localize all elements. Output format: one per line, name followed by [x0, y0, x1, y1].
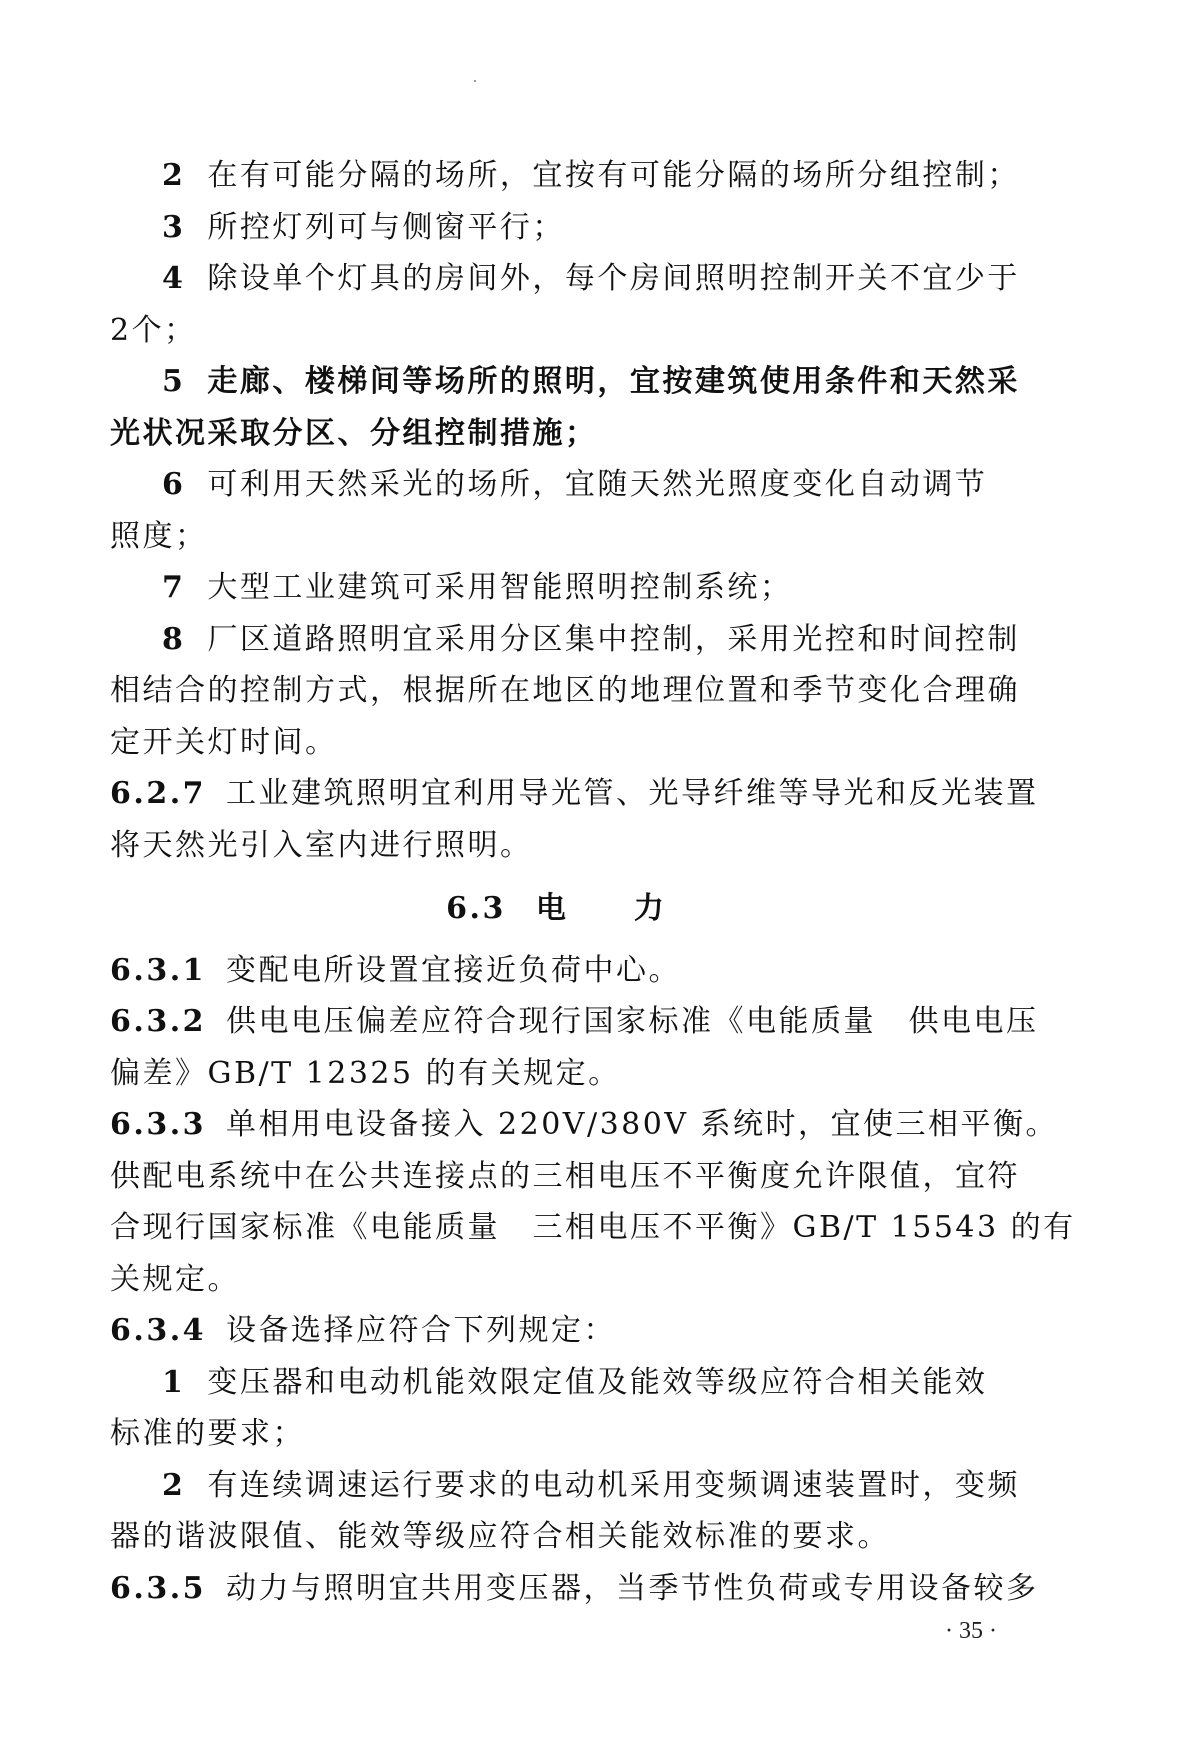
clause-text: 偏差》GB/T 12325 的有关规定。	[110, 1055, 621, 1091]
clause-text: 单相用电设备接入 220V/380V 系统时，宜使三相平衡。	[226, 1107, 1059, 1142]
section-heading	[110, 883, 1068, 935]
clause-text: 合现行国家标准《电能质量 三相电压不平衡》GB/T 15543 的有	[110, 1210, 1076, 1245]
clause-6-3-5	[110, 1563, 1068, 1615]
list-item	[110, 562, 1068, 614]
item-text: 相结合的控制方式，根据所在地区的地理位置和季节变化合理确	[110, 673, 1020, 708]
list-item	[110, 356, 1068, 459]
text-column	[110, 150, 1076, 1614]
item-number: 4	[162, 261, 186, 296]
item-text: 可利用天然采光的场所，宜随天然光照度变化自动调节	[207, 467, 988, 502]
item-number: 6	[162, 467, 186, 502]
item-text: 有连续调速运行要求的电动机采用变频调速装置时，变频	[207, 1467, 1020, 1503]
clause-6-2-7	[110, 768, 1068, 871]
item-text: 标准的要求；	[110, 1416, 305, 1451]
item-text: 器的谐波限值、能效等级应符合相关能效标准的要求。	[110, 1519, 890, 1554]
clause-text: 供配电系统中在公共连接点的三相电压不平衡度允许限值，宜符	[110, 1158, 1020, 1194]
clause-number: 6.3.4	[110, 1313, 207, 1348]
item-text: 照度；	[110, 518, 208, 554]
clause-text: 变配电所设置宜接近负荷中心。	[226, 952, 682, 988]
item-text: 变压器和电动机能效限定值及能效等级应符合相关能效	[207, 1364, 988, 1400]
item-text: 光状况采取分区、分组控制措施；	[110, 415, 598, 451]
clause-number: 6.3.5	[110, 1570, 207, 1606]
scan-speck	[474, 80, 476, 82]
clause-text: 将天然光引入室内进行照明。	[110, 827, 533, 863]
page-number: · 35 ·	[945, 1618, 997, 1644]
clause-number: 6.3.3	[110, 1107, 207, 1142]
item-number: 3	[162, 209, 186, 245]
item-text: 2个；	[110, 312, 197, 348]
list-item	[110, 459, 1068, 562]
item-text: 所控灯列可与侧窗平行；	[207, 209, 565, 245]
clause-text: 设备选择应符合下列规定：	[226, 1313, 617, 1348]
clause-6-3-2	[110, 996, 1068, 1099]
clause-6-3-3	[110, 1099, 1076, 1305]
clause-text: 供电电压偏差应符合现行国家标准《电能质量 供电电压	[226, 1004, 1039, 1039]
item-number: 2	[162, 1467, 186, 1503]
item-text: 在有可能分隔的场所，宜按有可能分隔的场所分组控制；	[207, 158, 1020, 193]
item-text: 厂区道路照明宜采用分区集中控制，采用光控和时间控制	[207, 621, 1020, 657]
list-item	[110, 614, 1068, 769]
item-number: 2	[162, 158, 186, 193]
section-title: 电力	[535, 891, 732, 926]
list-item	[110, 150, 1068, 202]
clause-number: 6.3.1	[110, 952, 207, 988]
item-text: 定开关灯时间。	[110, 724, 338, 760]
item-text: 走廊、楼梯间等场所的照明，宜按建筑使用条件和天然采	[207, 364, 1020, 399]
clause-text: 关规定。	[110, 1261, 240, 1297]
list-item	[110, 202, 1068, 254]
clause-number: 6.2.7	[110, 776, 207, 811]
item-number: 7	[162, 570, 186, 605]
list-item	[110, 1460, 1068, 1563]
list-item	[110, 1357, 1068, 1460]
clause-text: 动力与照明宜共用变压器，当季节性负荷或专用设备较多	[226, 1570, 1039, 1606]
item-number: 5	[162, 364, 186, 399]
item-number: 1	[162, 1364, 186, 1400]
clause-text: 工业建筑照明宜利用导光管、光导纤维等导光和反光装置	[226, 776, 1039, 811]
item-text: 大型工业建筑可采用智能照明控制系统；	[207, 570, 793, 605]
clause-number: 6.3.2	[110, 1004, 207, 1039]
item-text: 除设单个灯具的房间外，每个房间照明控制开关不宜少于	[207, 261, 1020, 296]
clause-6-3-1	[110, 945, 1068, 997]
clause-6-3-4	[110, 1305, 1068, 1357]
section-number: 6.3	[446, 891, 506, 926]
item-number: 8	[162, 621, 186, 657]
list-item	[110, 253, 1068, 356]
